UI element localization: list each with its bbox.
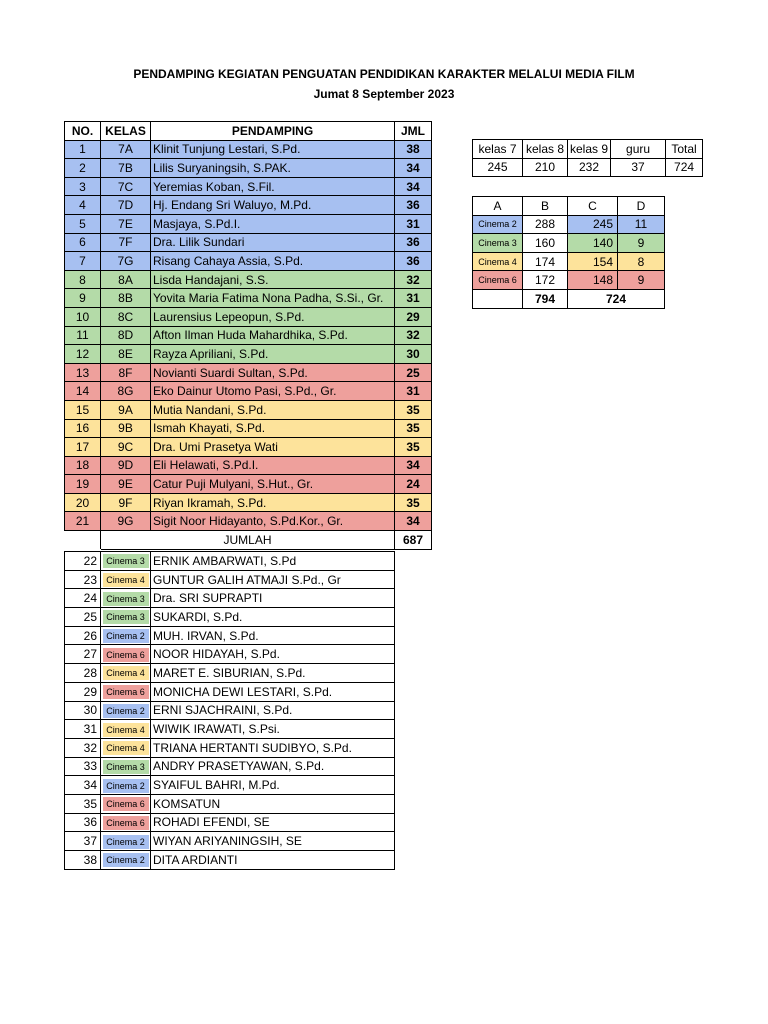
- summary-header-kelas7: kelas 7: [473, 140, 523, 159]
- row-pendamping: ERNIK AMBARWATI, S.Pd: [151, 552, 395, 571]
- row-kelas: 8A: [101, 270, 151, 289]
- table-row: [65, 776, 395, 795]
- header-pendamping: PENDAMPING: [151, 122, 395, 141]
- page-subtitle: Jumat 8 September 2023: [313, 87, 455, 101]
- row-pendamping: ROHADI EFENDI, SE: [151, 813, 395, 832]
- row-no: 18: [65, 456, 101, 475]
- row-no: 10: [65, 307, 101, 326]
- summary-header-kelas9: kelas 9: [568, 140, 611, 159]
- cinema-row: [473, 271, 665, 290]
- row-pendamping: ANDRY PRASETYAWAN, S.Pd.: [151, 757, 395, 776]
- row-no: 31: [65, 720, 101, 739]
- row-pendamping: TRIANA HERTANTI SUDIBYO, S.Pd.: [151, 738, 395, 757]
- cinema-value-c: 154: [568, 252, 618, 271]
- row-pendamping: Novianti Suardi Sultan, S.Pd.: [151, 363, 395, 382]
- row-pendamping: Yeremias Koban, S.Fil.: [151, 177, 395, 196]
- row-pendamping: Dra. Umi Prasetya Wati: [151, 438, 395, 457]
- summary-value-total: 724: [666, 158, 703, 177]
- row-no: 21: [65, 512, 101, 531]
- row-no: 14: [65, 382, 101, 401]
- row-cinema-cell: [101, 757, 151, 776]
- summary-value-kelas8: 210: [523, 158, 568, 177]
- table-row: [65, 552, 395, 571]
- row-kelas: 9G: [101, 512, 151, 531]
- row-pendamping: Dra. Lilik Sundari: [151, 233, 395, 252]
- row-pendamping: Sigit Noor Hidayanto, S.Pd.Kor., Gr.: [151, 512, 395, 531]
- table-row: [65, 589, 395, 608]
- row-pendamping: Afton Ilman Huda Mahardhika, S.Pd.: [151, 326, 395, 345]
- cinema-value-b: 172: [523, 271, 568, 290]
- cinema-total-b: 794: [523, 289, 568, 308]
- row-pendamping: Ismah Khayati, S.Pd.: [151, 419, 395, 438]
- table-row: [65, 512, 432, 531]
- cinema-badge: Cinema 2: [103, 704, 149, 718]
- cinema-badge: Cinema 3: [103, 610, 149, 624]
- extra-pendamping-table: [64, 551, 395, 870]
- cinema-badge: Cinema 4: [103, 573, 149, 587]
- row-no: 16: [65, 419, 101, 438]
- cinema-value-b: 288: [523, 215, 568, 234]
- row-pendamping: Lisda Handajani, S.S.: [151, 270, 395, 289]
- cinema-total-cd: 724: [568, 289, 665, 308]
- row-no: 36: [65, 813, 101, 832]
- table-row: [65, 645, 395, 664]
- cinema-badge: Cinema 6: [103, 797, 149, 811]
- row-jml: 36: [395, 196, 432, 215]
- row-no: 28: [65, 664, 101, 683]
- summary-values-row: [473, 158, 703, 177]
- cinema-badge: Cinema 6: [103, 816, 149, 830]
- cinema-badge: Cinema 4: [103, 666, 149, 680]
- table-row: [65, 851, 395, 870]
- row-pendamping: Eli Helawati, S.Pd.I.: [151, 456, 395, 475]
- cinema-value-c: 245: [568, 215, 618, 234]
- table-row: [65, 307, 432, 326]
- cinema-label: Cinema 2: [473, 215, 523, 234]
- cinema-value-d: 9: [618, 234, 665, 253]
- table-row: [65, 794, 395, 813]
- cinema-row: [473, 215, 665, 234]
- table-row: [65, 720, 395, 739]
- row-cinema-cell: [101, 813, 151, 832]
- row-no: 22: [65, 552, 101, 571]
- row-kelas: 7E: [101, 214, 151, 233]
- row-no: 38: [65, 851, 101, 870]
- total-blank-cell: [65, 531, 101, 550]
- row-no: 2: [65, 159, 101, 178]
- row-kelas: 8E: [101, 345, 151, 364]
- page-title: PENDAMPING KEGIATAN PENGUATAN PENDIDIKAN KARAKTER MELALUI MEDIA FILM: [133, 67, 635, 81]
- row-no: 30: [65, 701, 101, 720]
- row-cinema-cell: [101, 589, 151, 608]
- row-kelas: 7A: [101, 140, 151, 159]
- table-row: [65, 252, 432, 271]
- row-pendamping: Catur Puji Mulyani, S.Hut., Gr.: [151, 475, 395, 494]
- table-row: [65, 682, 395, 701]
- row-pendamping: KOMSATUN: [151, 794, 395, 813]
- cinema-header-row: [473, 197, 665, 216]
- cinema-badge: Cinema 2: [103, 779, 149, 793]
- row-pendamping: SUKARDI, S.Pd.: [151, 608, 395, 627]
- row-jml: 38: [395, 140, 432, 159]
- row-pendamping: MONICHA DEWI LESTARI, S.Pd.: [151, 682, 395, 701]
- total-value: 687: [395, 531, 432, 550]
- summary-value-kelas7: 245: [473, 158, 523, 177]
- row-jml: 24: [395, 475, 432, 494]
- row-kelas: 7C: [101, 177, 151, 196]
- row-kelas: 8F: [101, 363, 151, 382]
- table-row: [65, 608, 395, 627]
- row-kelas: 8D: [101, 326, 151, 345]
- row-pendamping: Lilis Suryaningsih, S.PAK.: [151, 159, 395, 178]
- table-row: [65, 570, 395, 589]
- cinema-badge: Cinema 2: [103, 853, 149, 867]
- row-pendamping: GUNTUR GALIH ATMAJI S.Pd., Gr: [151, 570, 395, 589]
- table-row: [65, 475, 432, 494]
- row-pendamping: WIWIK IRAWATI, S.Psi.: [151, 720, 395, 739]
- row-no: 13: [65, 363, 101, 382]
- cinema-label: Cinema 6: [473, 271, 523, 290]
- row-cinema-cell: [101, 851, 151, 870]
- row-cinema-cell: [101, 626, 151, 645]
- row-pendamping: Riyan Ikramah, S.Pd.: [151, 493, 395, 512]
- cinema-value-c: 140: [568, 234, 618, 253]
- table-row: [65, 626, 395, 645]
- row-cinema-cell: [101, 664, 151, 683]
- row-pendamping: Klinit Tunjung Lestari, S.Pd.: [151, 140, 395, 159]
- row-pendamping: Risang Cahaya Assia, S.Pd.: [151, 252, 395, 271]
- row-pendamping: SYAIFUL BAHRI, M.Pd.: [151, 776, 395, 795]
- pendamping-table: [64, 121, 432, 550]
- row-kelas: 7G: [101, 252, 151, 271]
- cinema-value-b: 174: [523, 252, 568, 271]
- row-cinema-cell: [101, 682, 151, 701]
- row-pendamping: Laurensius Lepeopun, S.Pd.: [151, 307, 395, 326]
- table-row: [65, 233, 432, 252]
- row-no: 34: [65, 776, 101, 795]
- row-pendamping: Hj. Endang Sri Waluyo, M.Pd.: [151, 196, 395, 215]
- cinema-badge: Cinema 2: [103, 835, 149, 849]
- row-jml: 35: [395, 493, 432, 512]
- row-pendamping: Rayza Apriliani, S.Pd.: [151, 345, 395, 364]
- table-row: [65, 438, 432, 457]
- row-cinema-cell: [101, 701, 151, 720]
- total-label: JUMLAH: [101, 531, 395, 550]
- row-cinema-cell: [101, 738, 151, 757]
- header-jml: JML: [395, 122, 432, 141]
- row-kelas: 8B: [101, 289, 151, 308]
- row-no: 8: [65, 270, 101, 289]
- pendamping-header-row: [65, 122, 432, 141]
- row-pendamping: MARET E. SIBURIAN, S.Pd.: [151, 664, 395, 683]
- cinema-badge: Cinema 4: [103, 723, 149, 737]
- row-cinema-cell: [101, 608, 151, 627]
- row-kelas: 9B: [101, 419, 151, 438]
- cinema-badge: Cinema 3: [103, 554, 149, 568]
- row-cinema-cell: [101, 570, 151, 589]
- cinema-badge: Cinema 6: [103, 648, 149, 662]
- cinema-row: [473, 234, 665, 253]
- cinema-label: Cinema 3: [473, 234, 523, 253]
- row-jml: 31: [395, 289, 432, 308]
- cinema-header-b: B: [523, 197, 568, 216]
- row-jml: 35: [395, 419, 432, 438]
- total-row: [65, 531, 432, 550]
- row-kelas: 9F: [101, 493, 151, 512]
- row-jml: 34: [395, 456, 432, 475]
- row-no: 33: [65, 757, 101, 776]
- row-kelas: 7F: [101, 233, 151, 252]
- row-pendamping: ERNI SJACHRAINI, S.Pd.: [151, 701, 395, 720]
- summary-header-kelas8: kelas 8: [523, 140, 568, 159]
- row-pendamping: WIYAN ARIYANINGSIH, SE: [151, 832, 395, 851]
- row-no: 15: [65, 400, 101, 419]
- row-no: 26: [65, 626, 101, 645]
- cinema-header-a: A: [473, 197, 523, 216]
- row-no: 7: [65, 252, 101, 271]
- summary-value-kelas9: 232: [568, 158, 611, 177]
- row-no: 29: [65, 682, 101, 701]
- cinema-total-blank: [473, 289, 523, 308]
- table-row: [65, 701, 395, 720]
- table-row: [65, 757, 395, 776]
- row-jml: 36: [395, 233, 432, 252]
- row-no: 24: [65, 589, 101, 608]
- row-no: 25: [65, 608, 101, 627]
- row-jml: 32: [395, 270, 432, 289]
- table-row: [65, 419, 432, 438]
- table-row: [65, 832, 395, 851]
- table-row: [65, 738, 395, 757]
- row-jml: 31: [395, 382, 432, 401]
- row-jml: 30: [395, 345, 432, 364]
- row-jml: 29: [395, 307, 432, 326]
- cinema-badge: Cinema 3: [103, 760, 149, 774]
- table-row: [65, 214, 432, 233]
- header-kelas: KELAS: [101, 122, 151, 141]
- row-jml: 31: [395, 214, 432, 233]
- row-jml: 35: [395, 438, 432, 457]
- cinema-badge: Cinema 2: [103, 629, 149, 643]
- row-no: 11: [65, 326, 101, 345]
- summary-header-guru: guru: [611, 140, 666, 159]
- row-cinema-cell: [101, 776, 151, 795]
- table-row: [65, 177, 432, 196]
- cinema-badge: Cinema 3: [103, 592, 149, 606]
- row-kelas: 9A: [101, 400, 151, 419]
- row-kelas: 8G: [101, 382, 151, 401]
- row-no: 19: [65, 475, 101, 494]
- row-pendamping: Yovita Maria Fatima Nona Padha, S.Si., Gr.: [151, 289, 395, 308]
- cinema-table: [472, 196, 665, 309]
- table-row: [65, 363, 432, 382]
- header-no: NO.: [65, 122, 101, 141]
- row-kelas: 9C: [101, 438, 151, 457]
- table-row: [65, 196, 432, 215]
- summary-table: [472, 139, 703, 177]
- row-cinema-cell: [101, 794, 151, 813]
- row-no: 23: [65, 570, 101, 589]
- row-cinema-cell: [101, 645, 151, 664]
- row-pendamping: NOOR HIDAYAH, S.Pd.: [151, 645, 395, 664]
- cinema-value-d: 8: [618, 252, 665, 271]
- row-no: 37: [65, 832, 101, 851]
- table-row: [65, 493, 432, 512]
- cinema-badge: Cinema 6: [103, 685, 149, 699]
- row-kelas: 9D: [101, 456, 151, 475]
- row-jml: 32: [395, 326, 432, 345]
- table-row: [65, 456, 432, 475]
- row-pendamping: Masjaya, S.Pd.I.: [151, 214, 395, 233]
- row-no: 9: [65, 289, 101, 308]
- cinema-value-d: 11: [618, 215, 665, 234]
- row-jml: 34: [395, 512, 432, 531]
- row-pendamping: Dra. SRI SUPRAPTI: [151, 589, 395, 608]
- table-row: [65, 664, 395, 683]
- row-no: 6: [65, 233, 101, 252]
- table-row: [65, 159, 432, 178]
- row-pendamping: MUH. IRVAN, S.Pd.: [151, 626, 395, 645]
- table-row: [65, 270, 432, 289]
- row-no: 27: [65, 645, 101, 664]
- row-pendamping: Mutia Nandani, S.Pd.: [151, 400, 395, 419]
- summary-value-guru: 37: [611, 158, 666, 177]
- row-jml: 36: [395, 252, 432, 271]
- row-kelas: 7B: [101, 159, 151, 178]
- cinema-value-d: 9: [618, 271, 665, 290]
- row-no: 17: [65, 438, 101, 457]
- table-row: [65, 400, 432, 419]
- row-jml: 25: [395, 363, 432, 382]
- table-row: [65, 326, 432, 345]
- row-no: 12: [65, 345, 101, 364]
- row-no: 35: [65, 794, 101, 813]
- row-no: 20: [65, 493, 101, 512]
- row-no: 32: [65, 738, 101, 757]
- summary-header-row: [473, 140, 703, 159]
- row-cinema-cell: [101, 720, 151, 739]
- table-row: [65, 140, 432, 159]
- row-kelas: 9E: [101, 475, 151, 494]
- cinema-row: [473, 252, 665, 271]
- row-no: 5: [65, 214, 101, 233]
- row-jml: 35: [395, 400, 432, 419]
- row-jml: 34: [395, 177, 432, 196]
- cinema-value-c: 148: [568, 271, 618, 290]
- row-pendamping: DITA ARDIANTI: [151, 851, 395, 870]
- table-row: [65, 289, 432, 308]
- table-row: [65, 813, 395, 832]
- table-row: [65, 382, 432, 401]
- row-kelas: 8C: [101, 307, 151, 326]
- cinema-header-c: C: [568, 197, 618, 216]
- row-cinema-cell: [101, 552, 151, 571]
- summary-header-total: Total: [666, 140, 703, 159]
- row-jml: 34: [395, 159, 432, 178]
- row-cinema-cell: [101, 832, 151, 851]
- table-row: [65, 345, 432, 364]
- row-no: 3: [65, 177, 101, 196]
- row-kelas: 7D: [101, 196, 151, 215]
- cinema-value-b: 160: [523, 234, 568, 253]
- cinema-total-row: [473, 289, 665, 308]
- cinema-label: Cinema 4: [473, 252, 523, 271]
- cinema-header-d: D: [618, 197, 665, 216]
- cinema-badge: Cinema 4: [103, 741, 149, 755]
- row-no: 4: [65, 196, 101, 215]
- row-no: 1: [65, 140, 101, 159]
- row-pendamping: Eko Dainur Utomo Pasi, S.Pd., Gr.: [151, 382, 395, 401]
